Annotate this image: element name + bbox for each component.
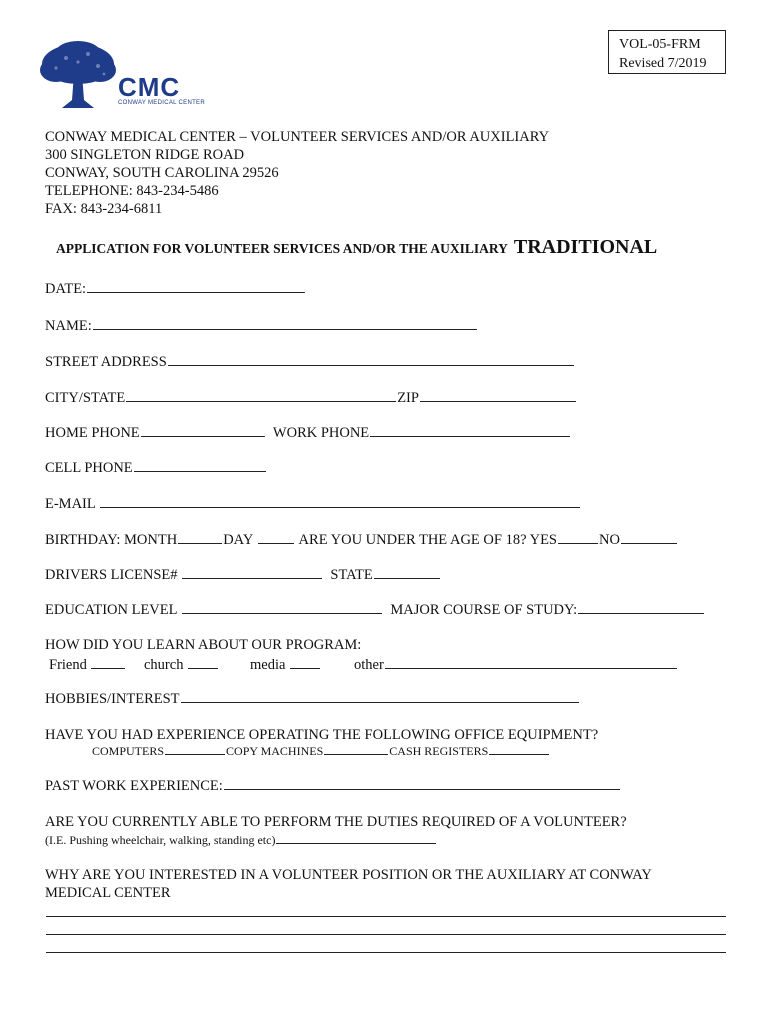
date-label: DATE: <box>45 281 87 297</box>
email-field[interactable] <box>100 495 580 508</box>
city-row <box>45 389 577 407</box>
birthday-day-label: DAY <box>223 532 254 548</box>
copy-machines-label: COPY MACHINES <box>226 744 324 758</box>
cell-phone-field[interactable] <box>134 459 266 472</box>
learn-other-label: other <box>354 657 384 673</box>
zip-field[interactable] <box>420 389 576 402</box>
interest-question-line-2: MEDICAL CENTER <box>45 885 171 901</box>
address-line-city: CONWAY, SOUTH CAROLINA 29526 <box>45 165 279 181</box>
computers-label: COMPUTERS <box>92 744 165 758</box>
street-label: STREET ADDRESS <box>45 354 167 370</box>
past-work-label: PAST WORK EXPERIENCE: <box>45 778 223 794</box>
date-row <box>45 280 306 298</box>
state-field[interactable] <box>374 566 440 579</box>
learn-media-label: media <box>250 657 286 673</box>
hobbies-label: HOBBIES/INTEREST <box>45 691 180 707</box>
duties-note: (I.E. Pushing wheelchair, walking, standing etc) <box>45 833 276 847</box>
name-label: NAME: <box>45 318 92 334</box>
equipment-row <box>92 744 550 759</box>
interest-question-line-1: WHY ARE YOU INTERESTED IN A VOLUNTEER POSITION OR THE AUXILIARY AT CONWAY <box>45 867 652 883</box>
home-phone-field[interactable] <box>141 424 265 437</box>
education-field[interactable] <box>182 601 382 614</box>
logo-text: CMC <box>118 72 181 102</box>
equipment-question: HAVE YOU HAD EXPERIENCE OPERATING THE FOLLOWING OFFICE EQUIPMENT? <box>45 727 599 743</box>
learn-media-field[interactable] <box>290 656 320 669</box>
birthday-month-label: BIRTHDAY: MONTH <box>45 532 178 548</box>
under-18-label: ARE YOU UNDER THE AGE OF 18? YES <box>298 532 557 548</box>
major-field[interactable] <box>578 601 704 614</box>
address-line-org: CONWAY MEDICAL CENTER – VOLUNTEER SERVICES AND/OR AUXILIARY <box>45 129 550 145</box>
address-block <box>45 128 549 218</box>
learn-options-row <box>49 656 126 674</box>
under-18-no-field[interactable] <box>621 531 677 544</box>
cmc-logo <box>38 40 205 112</box>
city-state-label: CITY/STATE <box>45 390 126 406</box>
cell-phone-row <box>45 459 267 477</box>
birthday-day-field[interactable] <box>258 531 294 544</box>
cash-registers-label: CASH REGISTERS <box>389 744 489 758</box>
home-phone-label: HOME PHONE <box>45 425 140 441</box>
education-label: EDUCATION LEVEL <box>45 602 178 618</box>
learn-church-label: church <box>144 657 184 673</box>
revised-date: Revised 7/2019 <box>619 56 707 71</box>
interest-answer-line-1[interactable] <box>46 916 726 917</box>
address-line-street: 300 SINGLETON RIDGE ROAD <box>45 147 245 163</box>
drivers-license-label: DRIVERS LICENSE# <box>45 567 178 583</box>
duties-question: ARE YOU CURRENTLY ABLE TO PERFORM THE DUTIES REQUIRED OF A VOLUNTEER? <box>45 814 627 830</box>
email-label: E-MAIL <box>45 496 96 512</box>
duties-field[interactable] <box>276 833 436 844</box>
form-code: VOL-05-FRM <box>619 37 701 52</box>
learn-other-group <box>354 656 678 674</box>
phone-row <box>45 424 571 442</box>
license-row <box>45 566 441 584</box>
learn-friend-field[interactable] <box>91 656 125 669</box>
city-state-field[interactable] <box>126 389 396 402</box>
name-field[interactable] <box>93 317 477 330</box>
form-code-box <box>608 30 726 74</box>
drivers-license-field[interactable] <box>182 566 322 579</box>
learn-church-field[interactable] <box>188 656 218 669</box>
major-label: MAJOR COURSE OF STUDY: <box>390 602 578 618</box>
street-field[interactable] <box>168 353 574 366</box>
application-title-main: APPLICATION FOR VOLUNTEER SERVICES AND/OR THE AUXILIARY <box>56 241 508 256</box>
street-row <box>45 353 575 371</box>
birthday-month-field[interactable] <box>178 531 222 544</box>
address-line-fax: FAX: 843-234-6811 <box>45 201 163 217</box>
work-phone-field[interactable] <box>370 424 570 437</box>
past-work-row <box>45 777 621 795</box>
hobbies-row <box>45 690 580 708</box>
learn-friend-label: Friend <box>49 657 87 673</box>
application-title-type: TRADITIONAL <box>513 236 658 258</box>
state-label: STATE <box>330 567 373 583</box>
interest-answer-line-3[interactable] <box>46 952 726 953</box>
hobbies-field[interactable] <box>181 690 579 703</box>
birthday-row <box>45 531 678 549</box>
date-field[interactable] <box>87 280 305 293</box>
address-line-telephone: TELEPHONE: 843-234-5486 <box>45 183 219 199</box>
copy-machines-field[interactable] <box>324 744 388 755</box>
learn-other-field[interactable] <box>385 656 677 669</box>
learn-church-group <box>144 656 219 674</box>
past-work-field[interactable] <box>224 777 620 790</box>
cash-registers-field[interactable] <box>489 744 549 755</box>
under-18-no-label: NO <box>599 532 620 548</box>
cell-phone-label: CELL PHONE <box>45 460 133 476</box>
education-row <box>45 601 705 619</box>
duties-row <box>45 833 437 848</box>
work-phone-label: WORK PHONE <box>272 425 370 441</box>
learn-question: HOW DID YOU LEARN ABOUT OUR PROGRAM: <box>45 637 362 653</box>
application-title <box>56 236 657 259</box>
learn-media-group <box>250 656 321 674</box>
tree-icon <box>38 40 118 112</box>
computers-field[interactable] <box>165 744 225 755</box>
zip-label: ZIP <box>397 390 419 406</box>
email-row <box>45 495 581 513</box>
interest-answer-line-2[interactable] <box>46 934 726 935</box>
name-row <box>45 317 478 335</box>
logo-subtitle: CONWAY MEDICAL CENTER <box>118 100 205 106</box>
under-18-yes-field[interactable] <box>558 531 598 544</box>
